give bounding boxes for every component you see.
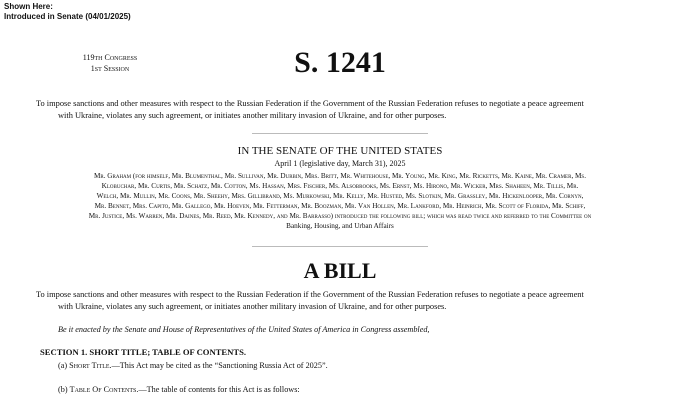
- subsection-b-caption: Table Of Contents.: [69, 385, 139, 394]
- subsection-a-caption: Short Title.: [69, 361, 112, 370]
- sponsor-line: Welch, Mr. Mullin, Mr. Coons, Mr. Sheehy, Mrs. Gillibrand, Ms. Murkowski, Mr. Kelly, Mr. Husted, Ms. Slotkin, Mr. Grassley, Mr. Hickenlooper, Mr. Cornyn,: [96, 192, 584, 200]
- subsection-a-label: (a): [58, 361, 70, 370]
- official-title-bottom: [36, 289, 646, 313]
- shown-here-label: Shown Here:: [4, 2, 53, 11]
- official-title-line-1: To impose sanctions and other measures with respect to the Russian Federation if the Government of the Russian Federation refuses to negotiate a peace agreement: [36, 290, 584, 299]
- sponsor-line: Mr. Graham (for himself, Mr. Blumenthal, Mr. Sullivan, Mr. Durbin, Mrs. Britt, Mr. Whitehouse, Mr. Young, Mr. King, Mr. Ricketts, Mr. Kaine, Mr. Cramer, Ms.: [93, 172, 587, 180]
- subsection-b: [58, 384, 300, 395]
- official-title-line-1: To impose sanctions and other measures with respect to the Russian Federation if the Government of the Russian Federation refuses to negotiate a peace agreement: [36, 99, 584, 108]
- subsection-a-text: —This Act may be cited as the “Sanctioning Russia Act of 2025”.: [111, 361, 328, 370]
- bill-number: S. 1241: [294, 46, 386, 79]
- section-heading: SECTION 1. SHORT TITLE; TABLE OF CONTENTS.: [40, 347, 247, 357]
- subsection-a: [58, 360, 328, 371]
- sponsors-block: [34, 171, 646, 231]
- a-bill-heading: A BILL: [303, 258, 377, 283]
- enacting-clause: Be it enacted by the Senate and House of Representatives of the United States of America in Congress assembled,: [58, 325, 430, 334]
- divider-rule: [252, 133, 428, 134]
- official-title-line-2: with Ukraine, violates any such agreement, or initiates another military invasion of Ukraine, and for other purposes.: [58, 111, 447, 120]
- congress-number: 119th Congress: [82, 53, 138, 62]
- introduction-date: April 1 (legislative day, March 31), 2025: [274, 159, 406, 168]
- subsection-b-label: (b): [58, 385, 70, 394]
- subsection-b-text: —The table of contents for this Act is as follows:: [138, 385, 300, 394]
- sponsor-line: Mr. Justice, Ms. Warren, Mr. Daines, Mr. Reed, Mr. Kennedy, and Mr. Barrasso) introduced the following bill; which was read twice and referred to the Committee on: [88, 212, 592, 220]
- official-title-line-2: with Ukraine, violates any such agreement, or initiates another military invasion of Ukraine, and for other purposes.: [58, 302, 447, 311]
- senate-heading: IN THE SENATE OF THE UNITED STATES: [237, 145, 443, 157]
- bill-version-label: Introduced in Senate (04/01/2025): [4, 12, 131, 21]
- version-header: [4, 2, 131, 22]
- sponsor-line: Mr. Bennet, Mrs. Capito, Mr. Gallego, Mr. Hoeven, Mr. Fetterman, Mr. Boozman, Mr. Van Hollen, Mr. Lankford, Mr. Heinrich, Mr. Scott of Florida, Mr. Schiff,: [94, 202, 586, 210]
- divider-rule: [252, 246, 428, 247]
- committee-line: Banking, Housing, and Urban Affairs: [286, 222, 394, 230]
- sponsor-line: Klobuchar, Mr. Curtis, Mr. Schatz, Mr. Cotton, Ms. Hassan, Mrs. Fischer, Ms. Alsobrooks, Ms. Ernst, Ms. Hirono, Mr. Wicker, Mrs. Shaheen, Mr. Tillis, Mr.: [101, 182, 579, 190]
- official-title-top: [36, 98, 646, 122]
- congress-session: [60, 52, 160, 74]
- session-number: 1st Session: [90, 64, 130, 73]
